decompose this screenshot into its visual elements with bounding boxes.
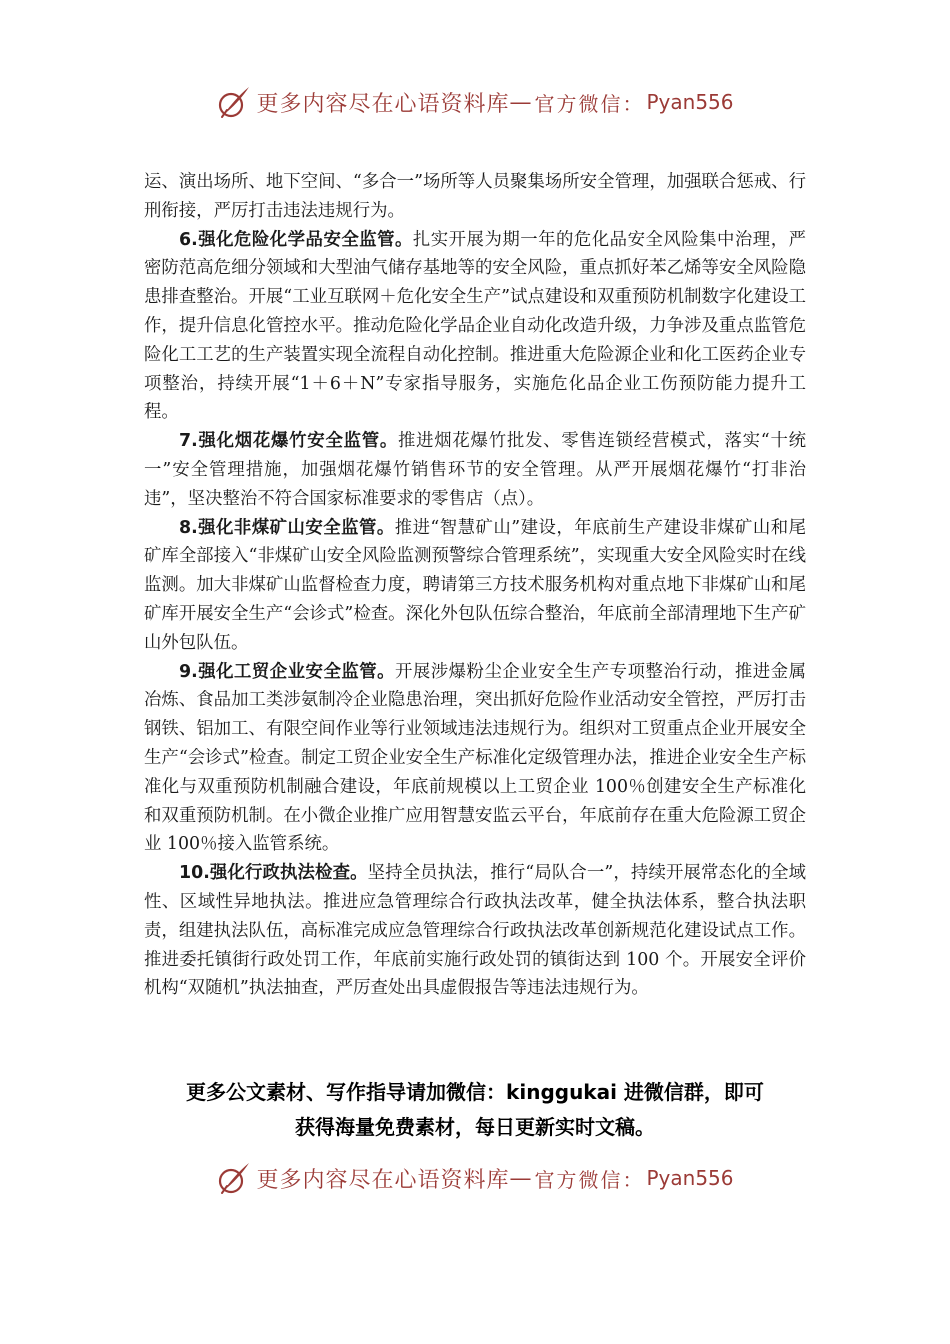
banner-wechat-label: 官方微信：	[534, 91, 645, 116]
banner-wechat-label: 官方微信：	[534, 1167, 645, 1192]
banner-wechat-id: Pyan556	[646, 90, 734, 114]
top-watermark-banner	[0, 82, 950, 122]
section-7-heading: 7.强化烟花爆竹安全监管。	[179, 431, 398, 452]
section-10-heading: 10.强化行政执法检查。	[179, 863, 368, 884]
banner-wechat-id: Pyan556	[646, 1166, 734, 1190]
intro-paragraph: 运、演出场所、地下空间、“多合一”场所等人员聚集场所安全管理，加强联合惩戒、行刑衔接，严厉打击违法违规行为。	[144, 172, 806, 221]
promo-line-1: 更多公文素材、写作指导请加微信：kinggukai 进微信群，即可	[186, 1080, 764, 1104]
section-6-paragraph	[144, 226, 806, 428]
banner-brand-text: 更多内容尽在心语资料库	[256, 91, 510, 117]
section-6-body: 扎实开展为期一年的危化品安全风险集中治理，严密防范高危细分领域和大型油气储存基地等的安全风险，重点抓好苯乙烯等安全风险隐患排查整治。开展“工业互联网＋危化安全生产”试点建设和双重预防机制数字化建设工作，提升信息化管控水平。推动危险化学品企业自动化改造升级，力争涉及重点监管危险化工工艺的生产装置实现全流程自动化控制。推进重大危险源企业和化工医药企业专项整治，持续开展“1＋6＋N”专家指导服务，实施危化品企业工伤预防能力提升工程。	[144, 229, 806, 423]
section-9-paragraph	[144, 658, 806, 860]
section-9-body: 开展涉爆粉尘企业安全生产专项整治行动，推进金属冶炼、食品加工类涉氨制冷企业隐患治理，突出抓好危险作业活动安全管控，严厉打击钢铁、铝加工、有限空间作业等行业领域违法违规行为。组织对工贸重点企业开展安全生产“会诊式”检查。制定工贸企业安全生产标准化定级管理办法，推进企业安全生产标准化与双重预防机制融合建设，年底前规模以上工贸企业 100％创建安全生产标准化和双重预防机制。在小微企业推广应用智慧安监云平台，年底前存在重大危险源工贸企业 100％接入监管系统。	[144, 661, 806, 855]
banner-brand-text: 更多内容尽在心语资料库	[256, 1167, 510, 1193]
promo-line-2: 获得海量免费素材，每日更新实时文稿。	[295, 1115, 655, 1139]
section-7-paragraph	[144, 427, 806, 513]
banner-dash: —	[509, 1165, 533, 1191]
section-6-heading: 6.强化危险化学品安全监管。	[179, 229, 413, 250]
section-9-heading: 9.强化工贸企业安全监管。	[179, 661, 395, 682]
section-10-body: 坚持全员执法，推行“局队合一”，持续开展常态化的全域性、区域性异地执法。推进应急管理综合行政执法改革，健全执法体系，整合执法职责，组建执法队伍，高标准完成应急管理综合行政执法改革创新规范化建设试点工作。推进委托镇街行政处罚工作，年底前实施行政处罚的镇街达到 100 个。开展安全评价机构“双随机”执法抽查，严厉查处出具虚假报告等违法违规行为。	[144, 863, 806, 999]
quill-logo-icon	[216, 1160, 252, 1196]
section-8-body: 推进“智慧矿山”建设，年底前生产建设非煤矿山和尾矿库全部接入“非煤矿山安全风险监测预警综合管理系统”，实现重大安全风险实时在线监测。加大非煤矿山监督检查力度，聘请第三方技术服务机构对重点地下非煤矿山和尾矿库开展安全生产“会诊式”检查。深化外包队伍综合整治，年底前全部清理地下生产矿山外包队伍。	[144, 517, 806, 653]
section-8-heading: 8.强化非煤矿山安全监管。	[179, 517, 395, 538]
quill-logo-icon	[216, 84, 252, 120]
promo-notice	[120, 1075, 830, 1145]
document-body	[144, 168, 806, 1003]
section-8-paragraph	[144, 514, 806, 658]
section-10-paragraph	[144, 859, 806, 1003]
bottom-watermark-banner	[0, 1158, 950, 1198]
banner-dash: —	[509, 89, 533, 115]
section-7-body: 推进烟花爆竹批发、零售连锁经营模式，落实“十统一”安全管理措施，加强烟花爆竹销售环节的安全管理。从严开展烟花爆竹“打非治违”，坚决整治不符合国家标准要求的零售店（点）。	[144, 431, 806, 509]
